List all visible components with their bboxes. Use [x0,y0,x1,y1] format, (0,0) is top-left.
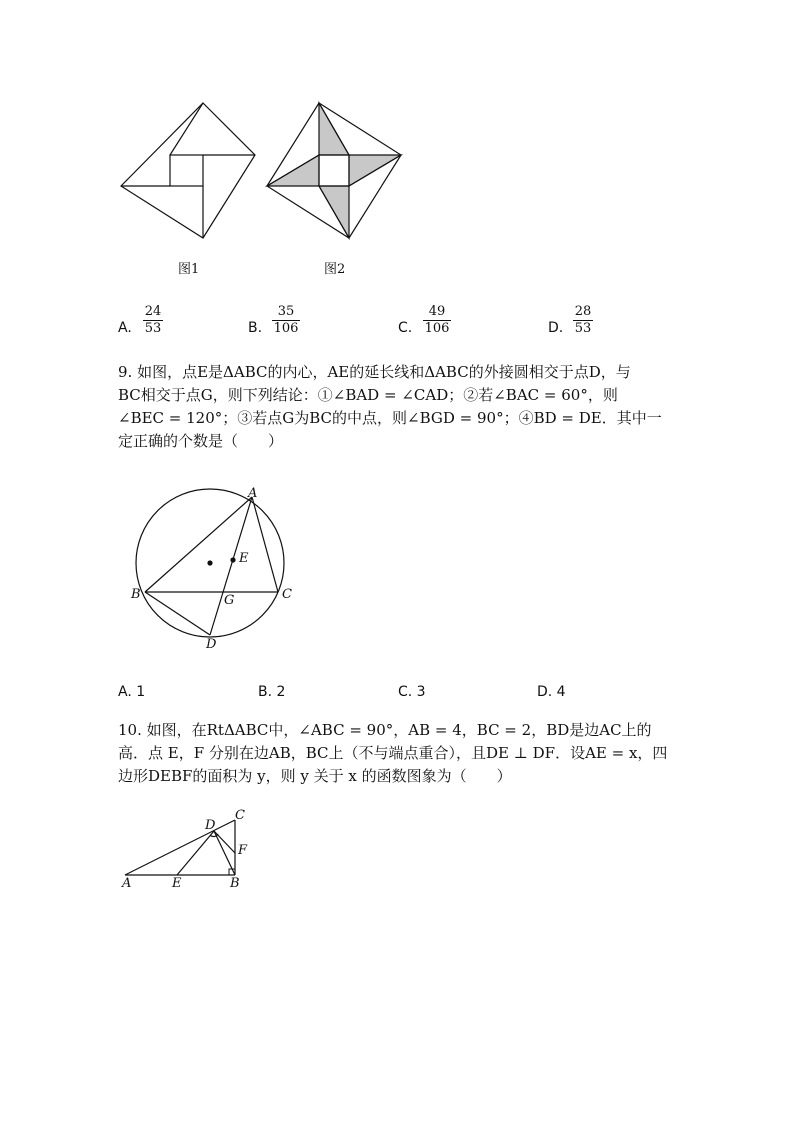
fraction-denominator: 106 [424,321,450,336]
figure-2 [264,100,404,242]
q10-text-line-3: 边形DEBF的面积为 y，则 y 关于 x 的函数图象为（ ） [118,767,512,785]
label-f: F [238,843,248,858]
fraction-numerator: 24 [144,304,162,319]
fraction-numerator: 49 [428,304,446,319]
segment-ab [145,497,252,592]
segment-bd [214,831,235,875]
q9-circle-figure [130,480,300,655]
label-c: C [282,587,292,602]
fig2-inner-square [319,155,349,186]
q9-text-line-3: ∠BEC = 120°；③若点G为BC的中点，则∠BGD = 90°；④BD = DE．其中一 [118,409,662,427]
q9-text-line-4: 定正确的个数是（ ） [118,432,284,450]
label-b: B [131,587,141,602]
q9-option-c: C. 3 [398,684,426,700]
fraction-numerator: 35 [277,304,295,319]
label-e: E [239,551,249,566]
option-letter: B. [248,320,263,336]
q9-text-line-2: BC相交于点G，则下列结论：①∠BAD = ∠CAD；②若∠BAC = 60°，则 [118,386,618,404]
segment-de [177,831,214,875]
incenter-point-e [231,558,235,562]
label-a: A [248,486,258,501]
fig1-inner-square [170,155,203,186]
fraction-denominator: 53 [574,321,592,336]
segment-bd [145,592,210,635]
option-fraction [143,305,163,336]
option-letter: D. [548,320,564,336]
fig1-outer-square [121,103,255,238]
segment-ac [125,820,235,875]
figure-1 [118,100,258,242]
label-d: D [206,637,217,652]
fraction-denominator: 53 [144,321,162,336]
q9-option-a: A. 1 [118,684,146,700]
q9-text-line-1: 9. 如图，点E是ΔABC的内心，AE的延长线和ΔABC的外接圆相交于点D，与 [118,363,631,381]
center-point [208,561,212,565]
figure-1-caption: 图1 [178,262,200,277]
q9-option-d: D. 4 [537,684,566,700]
label-g: G [224,593,235,608]
option-letter: A. [118,320,132,336]
label-d: D [205,818,216,833]
q10-text-line-1: 10. 如图，在RtΔABC中，∠ABC = 90°，AB = 4，BC = 2，BD是边AC上的 [118,721,652,739]
label-b: B [230,876,240,891]
option-fraction [423,305,451,336]
fig1-line [170,103,203,155]
segment-ad [210,497,252,635]
fraction-numerator: 28 [574,304,592,319]
option-letter: C. [398,320,413,336]
label-c: C [235,808,245,823]
option-fraction [272,305,300,336]
fraction-denominator: 106 [273,321,299,336]
q10-text-line-2: 高．点 E，F 分别在边AB，BC上（不与端点重合），且DE ⊥ DF．设AE = x，四 [118,744,668,762]
figure-2-caption: 图2 [324,262,346,277]
q9-option-b: B. 2 [258,684,286,700]
segment-ac [252,497,278,592]
fig2-outer-square [267,103,401,238]
label-e: E [172,876,182,891]
label-a: A [122,876,132,891]
option-fraction [573,305,593,336]
